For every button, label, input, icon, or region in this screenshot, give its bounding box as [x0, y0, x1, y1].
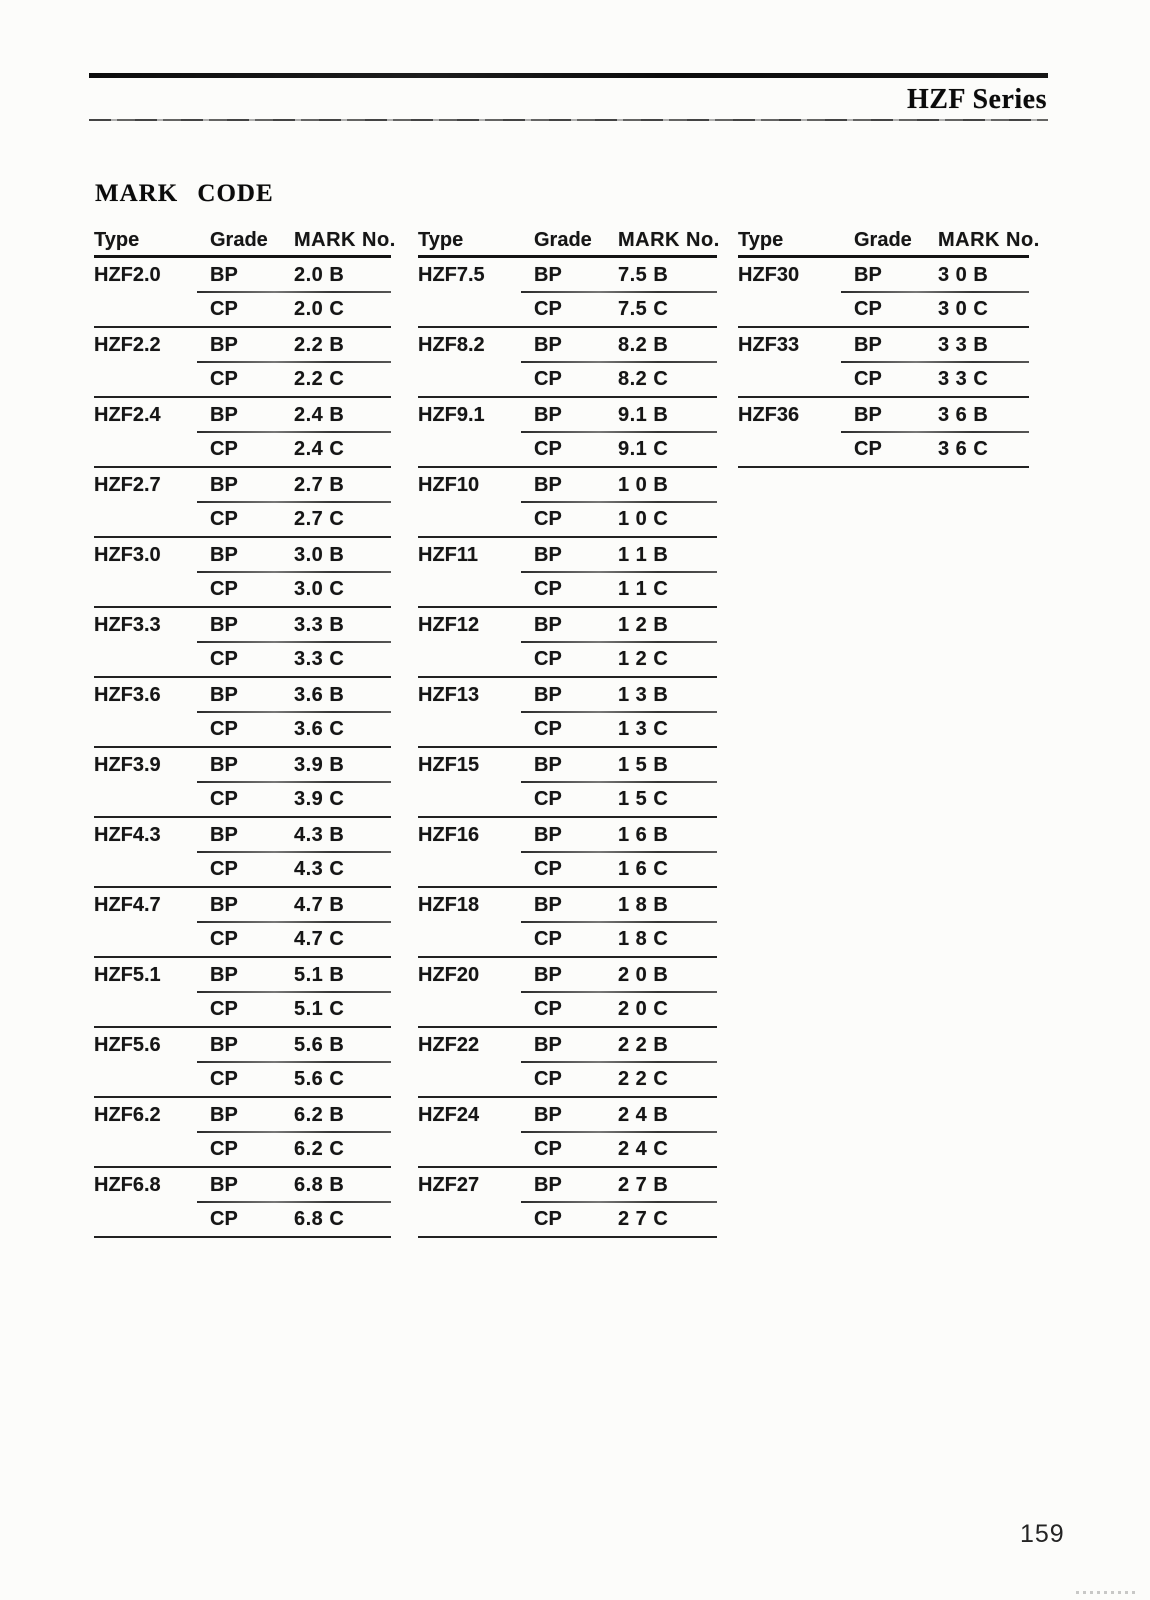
type-group	[94, 888, 391, 958]
mark-no-cell: 3.6 B	[294, 683, 345, 706]
table-row	[94, 1132, 391, 1166]
table-row	[418, 572, 717, 606]
table-row	[738, 432, 1029, 466]
header-rule-thin	[89, 119, 1048, 121]
type-group	[94, 678, 391, 748]
table-row	[94, 258, 391, 292]
mark-no-cell: 1 0 B	[618, 473, 669, 496]
mark-no-cell: 1 8 C	[618, 927, 669, 950]
mark-no-cell: 8.2 B	[618, 333, 669, 356]
type-cell: HZF2.7	[94, 473, 161, 496]
mark-no-cell: 3.6 C	[294, 717, 345, 740]
grade-cell: CP	[210, 647, 238, 670]
table-row	[94, 1168, 391, 1202]
table-row	[94, 992, 391, 1026]
grade-cell: CP	[210, 857, 238, 880]
grade-cell: CP	[534, 927, 562, 950]
grade-cell: BP	[534, 403, 562, 426]
table-row	[94, 468, 391, 502]
mark-no-cell: 3.3 C	[294, 647, 345, 670]
mark-no-cell: 3.9 B	[294, 753, 345, 776]
table-row	[418, 1168, 717, 1202]
table-row	[418, 432, 717, 466]
mark-no-cell: 7.5 C	[618, 297, 669, 320]
grade-cell: BP	[210, 1103, 238, 1126]
table-row	[418, 398, 717, 432]
table-row	[94, 642, 391, 676]
type-cell: HZF5.6	[94, 1033, 161, 1056]
page-number: 159	[1020, 1520, 1065, 1548]
table-row	[418, 818, 717, 852]
mark-no-cell: 1 5 B	[618, 753, 669, 776]
mark-no-cell: 5.6 C	[294, 1067, 345, 1090]
type-group	[94, 608, 391, 678]
grade-cell: CP	[534, 1067, 562, 1090]
table-row	[94, 1202, 391, 1236]
type-group	[94, 818, 391, 888]
type-group	[94, 398, 391, 468]
series-title: HZF Series	[906, 84, 1047, 115]
table-row	[94, 1028, 391, 1062]
grade-cell: CP	[534, 647, 562, 670]
grade-cell: BP	[210, 753, 238, 776]
grade-cell: BP	[210, 893, 238, 916]
grade-cell: CP	[210, 787, 238, 810]
column-header-mark-no-: MARK No.	[938, 228, 1040, 251]
mark-no-cell: 2 4 C	[618, 1137, 669, 1160]
grade-cell: BP	[210, 683, 238, 706]
table-column-3	[738, 225, 1040, 468]
table-row	[418, 748, 717, 782]
mark-no-cell: 3 0 C	[938, 297, 989, 320]
type-cell: HZF2.4	[94, 403, 161, 426]
table-row	[738, 258, 1029, 292]
type-cell: HZF3.6	[94, 683, 161, 706]
type-cell: HZF8.2	[418, 333, 485, 356]
table-row	[94, 818, 391, 852]
mark-no-cell: 2.4 B	[294, 403, 345, 426]
table-row	[418, 642, 717, 676]
grade-cell: CP	[534, 577, 562, 600]
mark-no-cell: 1 3 C	[618, 717, 669, 740]
mark-no-cell: 4.7 B	[294, 893, 345, 916]
column-header-mark-no-: MARK No.	[294, 228, 396, 251]
table-row	[94, 958, 391, 992]
table-row	[738, 292, 1029, 326]
grade-cell: BP	[534, 823, 562, 846]
table-row	[94, 678, 391, 712]
mark-no-cell: 9.1 C	[618, 437, 669, 460]
mark-no-cell: 2 2 C	[618, 1067, 669, 1090]
section-title: MARK CODE	[95, 180, 274, 207]
table-row	[94, 1062, 391, 1096]
grade-cell: CP	[854, 437, 882, 460]
grade-cell: BP	[210, 263, 238, 286]
table-column-1	[94, 225, 396, 1238]
mark-no-cell: 3.9 C	[294, 787, 345, 810]
grade-cell: BP	[854, 403, 882, 426]
grade-cell: BP	[210, 823, 238, 846]
table-row	[418, 852, 717, 886]
mark-no-cell: 1 6 B	[618, 823, 669, 846]
mark-no-cell: 2 0 C	[618, 997, 669, 1020]
type-cell: HZF27	[418, 1173, 480, 1196]
mark-no-cell: 1 1 B	[618, 543, 669, 566]
type-group	[94, 1028, 391, 1098]
grade-cell: CP	[534, 787, 562, 810]
mark-no-cell: 2 0 B	[618, 963, 669, 986]
type-cell: HZF18	[418, 893, 480, 916]
column-header-type: Type	[418, 228, 464, 251]
table-row	[418, 468, 717, 502]
table-row	[418, 502, 717, 536]
column-header-mark-no-: MARK No.	[618, 228, 720, 251]
mark-no-cell: 3 3 C	[938, 367, 989, 390]
type-cell: HZF7.5	[418, 263, 485, 286]
grade-cell: CP	[210, 717, 238, 740]
table-row	[418, 712, 717, 746]
grade-cell: CP	[534, 1207, 562, 1230]
mark-no-cell: 2.4 C	[294, 437, 345, 460]
header-rule-thick	[89, 73, 1048, 78]
table-header-row	[418, 225, 720, 258]
table-row	[418, 1098, 717, 1132]
type-group	[418, 468, 717, 538]
table-row	[418, 1132, 717, 1166]
mark-no-cell: 5.1 B	[294, 963, 345, 986]
table-row	[418, 1202, 717, 1236]
type-cell: HZF6.8	[94, 1173, 161, 1196]
grade-cell: BP	[210, 473, 238, 496]
table-row	[418, 958, 717, 992]
table-row	[94, 502, 391, 536]
type-group	[418, 748, 717, 818]
grade-cell: BP	[534, 613, 562, 636]
table-row	[94, 888, 391, 922]
type-cell: HZF30	[738, 263, 800, 286]
mark-no-cell: 3 3 B	[938, 333, 989, 356]
column-header-type: Type	[738, 228, 784, 251]
grade-cell: BP	[534, 1033, 562, 1056]
table-row	[94, 432, 391, 466]
type-group	[418, 1098, 717, 1168]
mark-no-cell: 5.1 C	[294, 997, 345, 1020]
type-group	[418, 398, 717, 468]
table-row	[94, 572, 391, 606]
table-row	[94, 748, 391, 782]
grade-cell: CP	[534, 367, 562, 390]
table-row	[418, 1028, 717, 1062]
type-cell: HZF5.1	[94, 963, 161, 986]
column-header-grade: Grade	[534, 228, 592, 251]
mark-no-cell: 3 0 B	[938, 263, 989, 286]
mark-no-cell: 2.0 C	[294, 297, 345, 320]
type-cell: HZF6.2	[94, 1103, 161, 1126]
table-row	[418, 888, 717, 922]
mark-no-cell: 6.8 C	[294, 1207, 345, 1230]
type-group	[738, 258, 1029, 328]
type-cell: HZF4.7	[94, 893, 161, 916]
table-row	[418, 328, 717, 362]
table-row	[418, 992, 717, 1026]
grade-cell: BP	[534, 263, 562, 286]
type-group	[94, 1098, 391, 1168]
type-group	[94, 468, 391, 538]
mark-no-cell: 2.7 C	[294, 507, 345, 530]
table-row	[418, 608, 717, 642]
type-group	[94, 748, 391, 818]
mark-no-cell: 2 7 C	[618, 1207, 669, 1230]
table-row	[418, 362, 717, 396]
table-row	[418, 678, 717, 712]
mark-no-cell: 2.7 B	[294, 473, 345, 496]
type-cell: HZF36	[738, 403, 800, 426]
grade-cell: CP	[534, 1137, 562, 1160]
mark-no-cell: 1 6 C	[618, 857, 669, 880]
type-group	[94, 328, 391, 398]
type-cell: HZF9.1	[418, 403, 485, 426]
mark-no-cell: 4.3 C	[294, 857, 345, 880]
type-group	[418, 1168, 717, 1238]
grade-cell: BP	[210, 333, 238, 356]
table-row	[94, 608, 391, 642]
type-group	[418, 888, 717, 958]
mark-no-cell: 2 2 B	[618, 1033, 669, 1056]
table-row	[738, 362, 1029, 396]
table-row	[94, 782, 391, 816]
mark-no-cell: 1 2 B	[618, 613, 669, 636]
type-cell: HZF3.9	[94, 753, 161, 776]
grade-cell: BP	[534, 543, 562, 566]
table-row	[418, 782, 717, 816]
column-header-grade: Grade	[854, 228, 912, 251]
grade-cell: CP	[210, 297, 238, 320]
type-cell: HZF10	[418, 473, 480, 496]
mark-no-cell: 6.8 B	[294, 1173, 345, 1196]
mark-no-cell: 1 2 C	[618, 647, 669, 670]
mark-no-cell: 4.7 C	[294, 927, 345, 950]
grade-cell: CP	[854, 367, 882, 390]
type-group	[94, 1168, 391, 1238]
type-group	[738, 398, 1029, 468]
grade-cell: CP	[534, 717, 562, 740]
grade-cell: BP	[534, 683, 562, 706]
mark-no-cell: 2 7 B	[618, 1173, 669, 1196]
table-header-row	[738, 225, 1040, 258]
type-group	[418, 538, 717, 608]
mark-no-cell: 2.0 B	[294, 263, 345, 286]
type-group	[418, 958, 717, 1028]
type-group	[94, 258, 391, 328]
grade-cell: CP	[534, 297, 562, 320]
table-row	[418, 538, 717, 572]
table-row	[94, 922, 391, 956]
table-row	[94, 538, 391, 572]
type-group	[94, 958, 391, 1028]
grade-cell: BP	[854, 333, 882, 356]
mark-no-cell: 2.2 C	[294, 367, 345, 390]
type-cell: HZF16	[418, 823, 480, 846]
mark-no-cell: 9.1 B	[618, 403, 669, 426]
mark-no-cell: 3.0 B	[294, 543, 345, 566]
table-row	[94, 712, 391, 746]
table-row	[94, 398, 391, 432]
grade-cell: CP	[210, 1067, 238, 1090]
type-cell: HZF22	[418, 1033, 480, 1056]
grade-cell: BP	[210, 403, 238, 426]
grade-cell: CP	[534, 997, 562, 1020]
type-cell: HZF33	[738, 333, 800, 356]
table-row	[418, 258, 717, 292]
grade-cell: BP	[534, 893, 562, 916]
mark-no-cell: 5.6 B	[294, 1033, 345, 1056]
table-row	[94, 1098, 391, 1132]
grade-cell: CP	[210, 1137, 238, 1160]
grade-cell: BP	[534, 753, 562, 776]
grade-cell: CP	[210, 367, 238, 390]
type-group	[418, 818, 717, 888]
mark-no-cell: 8.2 C	[618, 367, 669, 390]
mark-no-cell: 1 1 C	[618, 577, 669, 600]
table-row	[418, 292, 717, 326]
mark-no-cell: 3 6 B	[938, 403, 989, 426]
type-cell: HZF20	[418, 963, 480, 986]
mark-no-cell: 4.3 B	[294, 823, 345, 846]
type-cell: HZF2.0	[94, 263, 161, 286]
mark-no-cell: 2.2 B	[294, 333, 345, 356]
column-header-type: Type	[94, 228, 140, 251]
table-column-2	[418, 225, 720, 1238]
type-cell: HZF3.3	[94, 613, 161, 636]
grade-cell: CP	[210, 507, 238, 530]
type-cell: HZF2.2	[94, 333, 161, 356]
mark-no-cell: 2 4 B	[618, 1103, 669, 1126]
grade-cell: CP	[210, 437, 238, 460]
type-group	[418, 608, 717, 678]
grade-cell: CP	[854, 297, 882, 320]
table-row	[94, 292, 391, 326]
column-header-grade: Grade	[210, 228, 268, 251]
grade-cell: BP	[534, 473, 562, 496]
mark-no-cell: 6.2 C	[294, 1137, 345, 1160]
mark-no-cell: 1 0 C	[618, 507, 669, 530]
table-row	[418, 1062, 717, 1096]
table-row	[94, 852, 391, 886]
type-group	[418, 1028, 717, 1098]
table-row	[418, 922, 717, 956]
grade-cell: BP	[534, 1103, 562, 1126]
mark-no-cell: 3 6 C	[938, 437, 989, 460]
grade-cell: CP	[534, 507, 562, 530]
grade-cell: CP	[210, 927, 238, 950]
type-group	[738, 328, 1029, 398]
table-row	[94, 328, 391, 362]
grade-cell: CP	[210, 997, 238, 1020]
type-cell: HZF13	[418, 683, 480, 706]
grade-cell: CP	[534, 857, 562, 880]
grade-cell: BP	[210, 543, 238, 566]
type-group	[418, 328, 717, 398]
grade-cell: BP	[854, 263, 882, 286]
type-group	[418, 678, 717, 748]
type-group	[94, 538, 391, 608]
type-cell: HZF4.3	[94, 823, 161, 846]
table-row	[738, 398, 1029, 432]
type-cell: HZF24	[418, 1103, 480, 1126]
grade-cell: CP	[210, 577, 238, 600]
grade-cell: BP	[210, 963, 238, 986]
table-row	[738, 328, 1029, 362]
type-cell: HZF15	[418, 753, 480, 776]
mark-no-cell: 1 3 B	[618, 683, 669, 706]
grade-cell: BP	[534, 963, 562, 986]
mark-no-cell: 1 8 B	[618, 893, 669, 916]
grade-cell: BP	[534, 1173, 562, 1196]
grade-cell: BP	[534, 333, 562, 356]
mark-no-cell: 1 5 C	[618, 787, 669, 810]
table-header-row	[94, 225, 396, 258]
type-group	[418, 258, 717, 328]
type-cell: HZF3.0	[94, 543, 161, 566]
mark-no-cell: 3.0 C	[294, 577, 345, 600]
table-row	[94, 362, 391, 396]
grade-cell: CP	[210, 1207, 238, 1230]
mark-no-cell: 6.2 B	[294, 1103, 345, 1126]
type-cell: HZF11	[418, 543, 479, 566]
type-cell: HZF12	[418, 613, 480, 636]
scan-artifact	[1076, 1591, 1138, 1594]
grade-cell: BP	[210, 613, 238, 636]
grade-cell: CP	[534, 437, 562, 460]
mark-no-cell: 7.5 B	[618, 263, 669, 286]
grade-cell: BP	[210, 1173, 238, 1196]
grade-cell: BP	[210, 1033, 238, 1056]
mark-no-cell: 3.3 B	[294, 613, 345, 636]
